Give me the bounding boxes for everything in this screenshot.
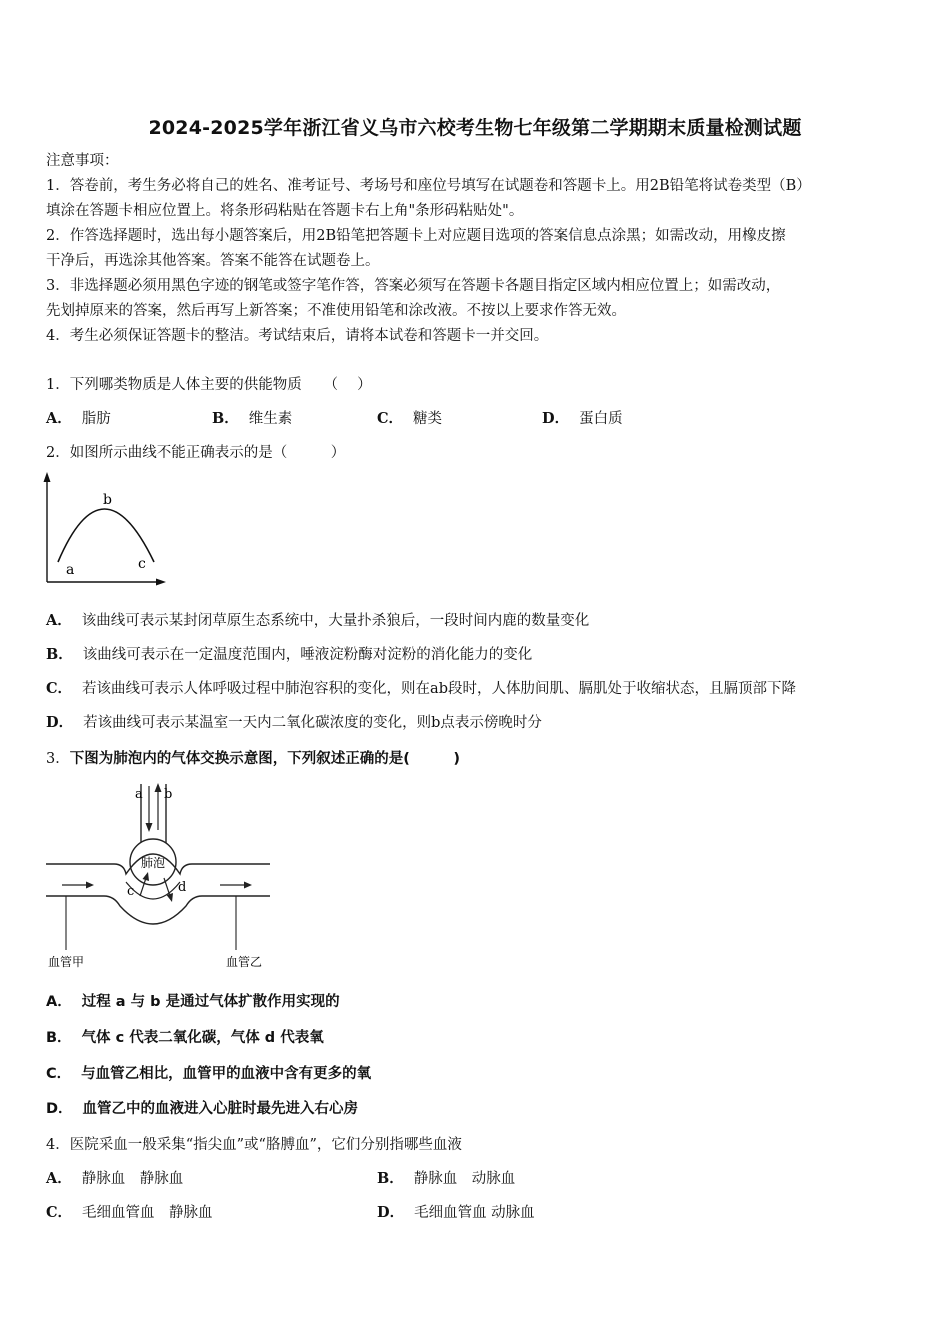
notice-heading: 注意事项： xyxy=(46,153,119,169)
flow-arrow-left-icon xyxy=(86,882,94,889)
flow-arrow-right-icon xyxy=(244,882,252,889)
x-axis-arrow-icon xyxy=(156,579,166,586)
option-label: B． xyxy=(46,646,73,663)
option-text: 过程 a 与 b 是通过气体扩散作用实现的 xyxy=(81,994,340,1010)
label-b: b xyxy=(164,787,173,802)
option-text: 该曲线可表示在一定温度范围内，唾液淀粉酶对淀粉的消化能力的变化 xyxy=(82,647,533,663)
alveolus-label: 肺泡 xyxy=(141,856,166,870)
q1-option-c xyxy=(377,409,442,429)
notice-line: 3．非选择题必须用黑色字迹的钢笔或签字笔作答，答案必须写在答题卡各题目指定区域内相应位置上；如需改动， xyxy=(46,278,781,294)
q4-option-d xyxy=(377,1203,535,1223)
q3-alveolus-figure xyxy=(40,778,285,973)
option-label: C． xyxy=(46,680,73,697)
notice-line: 4．考生必须保证答题卡的整洁。考试结束后，请将本试卷和答题卡一并交回。 xyxy=(46,328,549,344)
q2-option-c xyxy=(46,679,796,699)
option-text: 蛋白质 xyxy=(579,411,623,427)
option-text: 气体 c 代表二氧化碳，气体 d 代表氧 xyxy=(81,1030,324,1046)
point-a-label: a xyxy=(66,562,75,578)
option-label: A． xyxy=(46,1170,72,1187)
arrow-a-icon xyxy=(146,823,153,832)
point-b-label: b xyxy=(103,492,112,508)
arrow-b-icon xyxy=(155,783,162,792)
option-label: A． xyxy=(46,994,72,1010)
option-label: C． xyxy=(46,1204,73,1221)
option-label: D． xyxy=(46,714,74,731)
q4-option-b xyxy=(377,1169,515,1189)
y-axis-arrow-icon xyxy=(44,472,51,482)
option-text: 糖类 xyxy=(413,411,443,427)
q2-option-a xyxy=(46,611,589,631)
question-1-stem: 1．下列哪类物质是人体主要的供能物质 （ ） xyxy=(46,377,372,393)
option-text: 静脉血 静脉血 xyxy=(81,1171,184,1187)
option-text: 毛细血管血 动脉血 xyxy=(414,1205,535,1221)
question-text: 下图为肺泡内的气体交换示意图，下列叙述正确的是( ) xyxy=(69,751,460,767)
q2-curve-figure xyxy=(36,470,176,590)
option-text: 维生素 xyxy=(248,411,293,427)
question-number: 3． xyxy=(46,751,70,767)
vessel-1-label: 血管甲 xyxy=(48,955,85,969)
q2-option-d xyxy=(46,713,542,733)
q3-option-d xyxy=(46,1099,358,1119)
label-d: d xyxy=(178,880,187,895)
option-label: D． xyxy=(542,410,570,427)
q2-option-b xyxy=(46,645,532,665)
notice-line: 干净后，再选涂其他答案。答案不能答在试题卷上。 xyxy=(46,253,380,269)
option-label: A． xyxy=(46,612,72,629)
option-text: 若该曲线可表示某温室一天内二氧化碳浓度的变化，则b点表示傍晚时分 xyxy=(83,715,542,731)
question-2-stem: 2．如图所示曲线不能正确表示的是（ ） xyxy=(46,445,346,461)
q3-option-a xyxy=(46,992,340,1012)
option-label: A． xyxy=(46,410,72,427)
page-title: 2024-2025学年浙江省义乌市六校考生物七年级第二学期期末质量检测试题 xyxy=(148,117,802,139)
question-3-stem xyxy=(46,749,460,769)
label-a: a xyxy=(135,787,143,802)
option-label: B． xyxy=(46,1030,72,1046)
vessel-2-label: 血管乙 xyxy=(226,955,263,969)
q3-option-c xyxy=(46,1064,371,1084)
option-label: B． xyxy=(212,410,239,427)
q1-option-a xyxy=(46,409,111,429)
option-label: C． xyxy=(46,1066,72,1082)
option-text: 与血管乙相比，血管甲的血液中含有更多的氧 xyxy=(81,1066,372,1082)
option-text: 该曲线可表示某封闭草原生态系统中，大量扑杀狼后，一段时间内鹿的数量变化 xyxy=(81,613,590,629)
label-c: c xyxy=(127,884,135,899)
notice-line: 填涂在答题卡相应位置上。将条形码粘贴在答题卡右上角"条形码粘贴处"。 xyxy=(46,203,524,219)
notice-line: 2．作答选择题时，选出每小题答案后，用2B铅笔把答题卡上对应题目选项的答案信息点涂黑；如需改动，用橡皮擦 xyxy=(46,228,786,244)
q4-option-a xyxy=(46,1169,183,1189)
q1-option-d xyxy=(542,409,623,429)
option-text: 静脉血 动脉血 xyxy=(413,1171,516,1187)
option-text: 毛细血管血 静脉血 xyxy=(82,1205,213,1221)
q3-option-b xyxy=(46,1028,324,1048)
q4-option-c xyxy=(46,1203,213,1223)
option-label: B． xyxy=(377,1170,404,1187)
notice-line: 1．答卷前，考生务必将自己的姓名、准考证号、考场号和座位号填写在试题卷和答题卡上。用2B铅笔将试卷类型（B） xyxy=(46,178,811,194)
notice-line: 先划掉原来的答案，然后再写上新答案；不准使用铅笔和涂改液。不按以上要求作答无效。 xyxy=(46,303,626,319)
option-text: 若该曲线可表示人体呼吸过程中肺泡容积的变化，则在ab段时，人体肋间肌、膈肌处于收缩状态，且膈顶部下降 xyxy=(82,681,796,697)
question-4-stem: 4．医院采血一般采集“指尖血”或“胳膊血”，它们分别指哪些血液 xyxy=(46,1137,462,1153)
q1-option-b xyxy=(212,409,292,429)
point-c-label: c xyxy=(138,556,146,572)
option-label: D． xyxy=(46,1101,73,1117)
option-label: D． xyxy=(377,1204,405,1221)
option-label: C． xyxy=(377,410,404,427)
option-text: 血管乙中的血液进入心脏时最先进入右心房 xyxy=(82,1101,359,1117)
option-text: 脂肪 xyxy=(81,411,111,427)
parabola-curve xyxy=(58,509,154,562)
